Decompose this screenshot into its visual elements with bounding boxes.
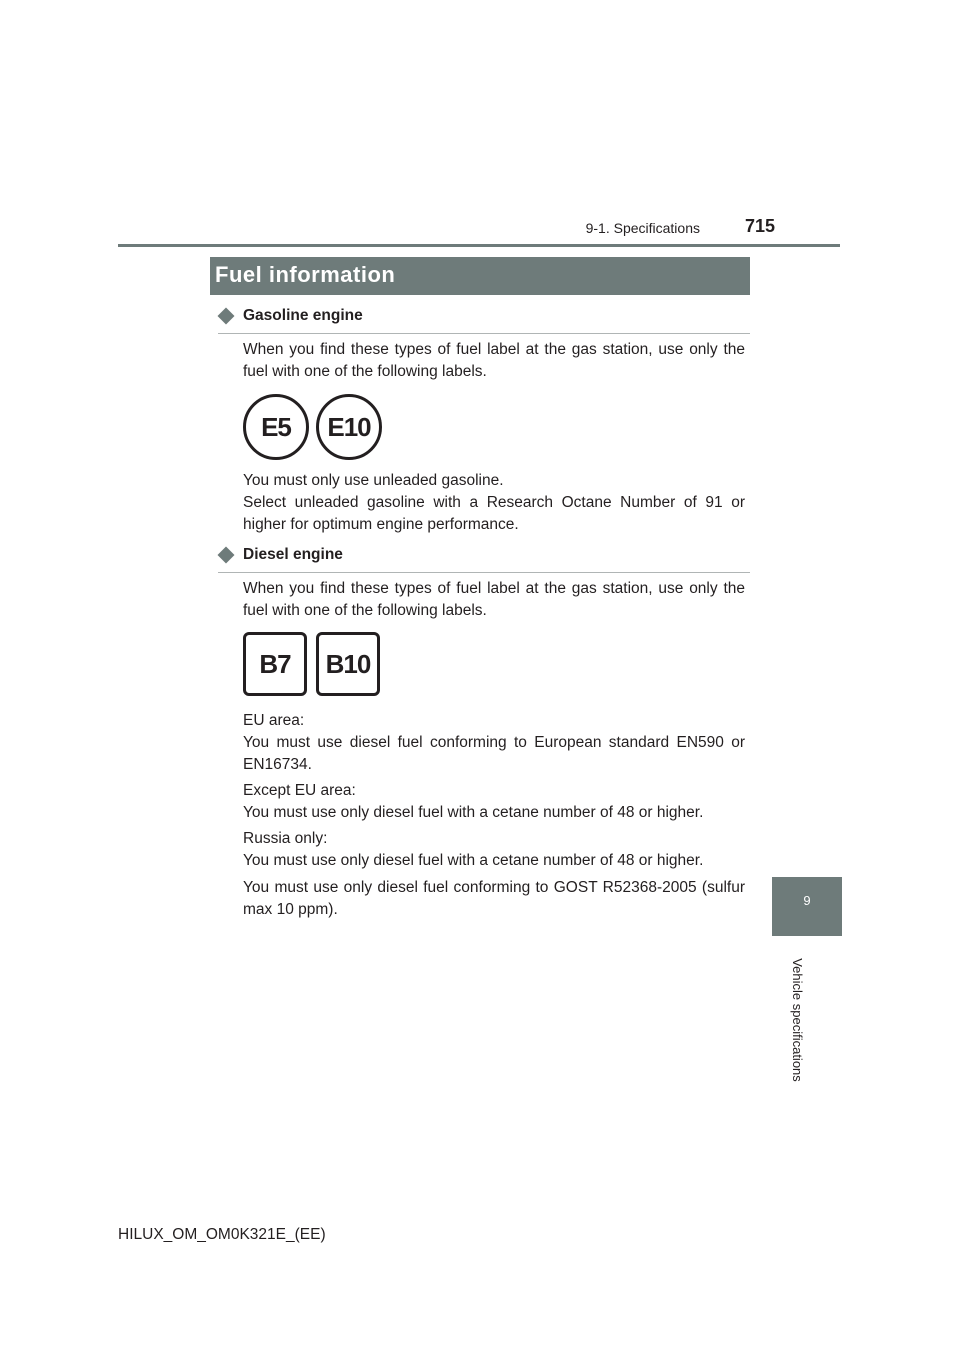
chapter-tab: [772, 877, 842, 936]
chapter-label: Vehicle specifications: [790, 958, 805, 1082]
fuel-label-b10: B10: [316, 632, 380, 696]
document-code: HILUX_OM_OM0K321E_(EE): [118, 1226, 326, 1243]
diesel-eu-block: EU area: You must use diesel fuel conforming to European standard EN590 or EN16734.: [243, 712, 745, 773]
diesel-heading: [218, 546, 750, 573]
fuel-label-e10: E10: [316, 394, 382, 460]
fuel-label-b7: B7: [243, 632, 307, 696]
page-title: Fuel information: [215, 262, 396, 287]
section-title-bar: [210, 257, 750, 295]
diesel-russia-block: Russia only: You must use only diesel fuel with a cetane number of 48 or higher.: [243, 830, 704, 869]
page-number: 715: [744, 216, 775, 236]
diesel-heading-text: Diesel engine: [243, 546, 343, 563]
header-divider: [118, 244, 840, 247]
chapter-number: 9: [803, 893, 811, 908]
gasoline-heading: [218, 307, 750, 334]
fuel-label-e5: E5: [243, 394, 309, 460]
gasoline-requirements: You must only use unleaded gasoline. Select unleaded gasoline with a Research Octane Number of 91 or higher for optimum engine performance.: [243, 472, 745, 533]
diamond-bullet-icon: [218, 308, 235, 325]
diesel-russia-gost: You must use only diesel fuel conforming to GOST R52368-2005 (sulfur max 10 ppm).: [243, 879, 745, 918]
diesel-except-eu-block: Except EU area: You must use only diesel fuel with a cetane number of 48 or higher.: [243, 782, 704, 821]
gasoline-heading-text: Gasoline engine: [243, 307, 363, 324]
diamond-bullet-icon: [218, 547, 235, 564]
gasoline-intro: When you find these types of fuel label at the gas station, use only the fuel with one of the following labels.: [243, 341, 745, 380]
header-section-title: 9-1. Specifications: [585, 220, 700, 236]
diesel-intro: When you find these types of fuel label at the gas station, use only the fuel with one of the following labels.: [243, 580, 745, 619]
